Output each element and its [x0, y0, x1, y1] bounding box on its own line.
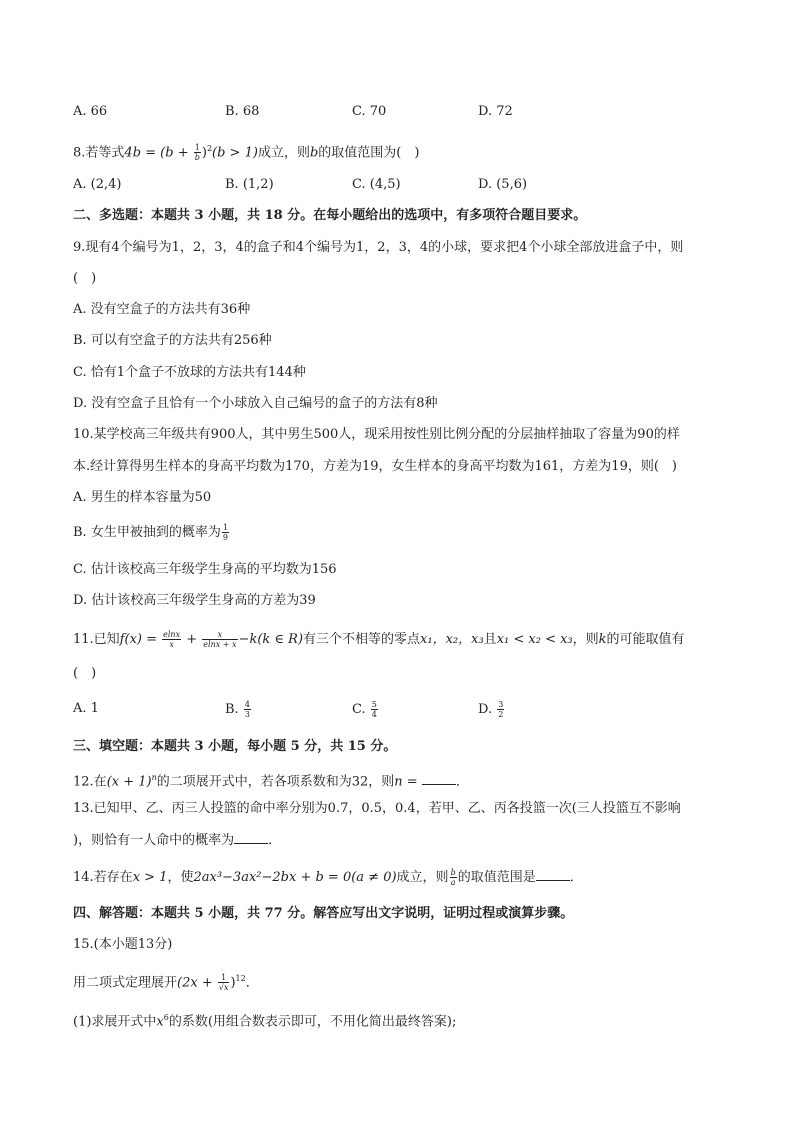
q11-fraction-1: $\frac{elnx}{x}$: [163, 630, 181, 649]
q10-option-b: B. 女生甲被抽到的概率为 $\frac{1}{9}$: [73, 523, 228, 542]
q14-answer-blank: [536, 868, 570, 881]
question-13-line1: 13.已知甲、乙、丙三人投篮的命中率分别为0.7，0.5，0.4，若甲、乙、丙各投篮一次(三人投篮互不影响: [73, 801, 681, 816]
q9-option-b: B. 可以有空盒子的方法共有256种: [73, 333, 272, 348]
q11-option-c: C. $\frac{5}{4}$: [352, 700, 377, 719]
q8-option-c: C. (4,5): [352, 177, 401, 192]
q9-option-c: C. 恰有1个盒子不放球的方法共有144种: [73, 365, 306, 380]
q9-option-d: D. 没有空盒子且恰有一个小球放入自己编号的盒子的方法有8种: [73, 396, 438, 411]
q14-ratio: $\frac{b}{a}$: [450, 868, 456, 887]
q11-option-a: A. 1: [73, 701, 99, 716]
question-11-line1: 11.已知f(x) = $\frac{elnx}{x}$ + $\frac{x}{elnx + x}$ −k(k ∈ R)有三个不相等的零点x₁，x₂，x₃且x₁ < x₂ < x₃，则k的可能取值有: [73, 630, 685, 649]
question-10-line2: 本.经计算得男生样本的身高平均数为170，方差为19，女生样本的身高平均数为161，方差为19，则( ): [73, 459, 677, 474]
q8-option-a: A. (2,4): [73, 177, 122, 192]
question-8: 8.若等式4b = (b + $\frac{1}{b}$ )$^2$(b > 1)成立，则b的取值范围为( ): [73, 143, 420, 163]
q11-fraction-2: $\frac{x}{elnx + x}$: [203, 630, 237, 649]
question-15-stem: 用二项式定理展开(2x + $\frac{1}{√x}$ )$^{12}$．: [73, 973, 259, 993]
q11-option-b: B. $\frac{4}{3}$: [225, 700, 250, 719]
q8-option-d: D. (5,6): [478, 177, 528, 192]
section-4-heading: 四、解答题：本题共 5 小题，共 77 分。解答应写出文字说明，证明过程或演算步骤。: [73, 906, 574, 921]
question-10-line1: 10.某学校高三年级共有900人，其中男生500人，现采用按性别比例分配的分层抽样抽取了容量为90的样: [73, 427, 680, 442]
q12-answer-blank: [422, 772, 456, 785]
question-12: 12.在$(x + 1)^n$的二项展开式中，若各项系数和为32，则n = ．: [73, 773, 469, 790]
section-3-heading: 三、填空题：本题共 3 小题，每小题 5 分，共 15 分。: [73, 739, 397, 754]
q8-fraction: $\frac{1}{b}$: [194, 143, 200, 163]
question-11-line2: ( ): [73, 666, 97, 681]
q10-b-fraction: $\frac{1}{9}$: [222, 523, 228, 542]
q10-option-d: D. 估计该校高三年级学生身高的方差为39: [73, 593, 316, 608]
q15-fraction: $\frac{1}{√x}$: [218, 973, 229, 993]
q10-option-c: C. 估计该校高三年级学生身高的平均数为156: [73, 562, 337, 577]
q8-option-b: B. (1,2): [225, 177, 274, 192]
q9-option-a: A. 没有空盒子的方法共有36种: [73, 302, 251, 317]
q10-option-a: A. 男生的样本容量为50: [73, 490, 212, 505]
q7-option-a: A. 66: [73, 104, 108, 119]
q11-option-d: D. $\frac{3}{2}$: [478, 700, 504, 719]
q13-answer-blank: [234, 831, 268, 844]
question-9-line1: 9.现有4个编号为1，2，3，4的盒子和4个编号为1，2，3，4的小球，要求把4个小球全部放进盒子中，则: [73, 240, 684, 255]
q7-option-d: D. 72: [478, 104, 513, 119]
question-9-line2: ( ): [73, 271, 97, 286]
question-15-part-1: (1)求展开式中$x^6$的系数(用组合数表示即可，不用化简出最终答案);: [73, 1013, 457, 1030]
question-14: 14.若存在x > 1，使2ax³−3ax²−2bx + b = 0(a ≠ 0)成立，则 $\frac{b}{a}$ 的取值范围是 ．: [73, 868, 583, 887]
section-2-heading: 二、多选题：本题共 3 小题，共 18 分。在每小题给出的选项中，有多项符合题目要求。: [73, 208, 587, 223]
q7-option-c: C. 70: [352, 104, 387, 119]
question-15-heading: 15.(本小题13分): [73, 937, 173, 952]
question-13-line2: )，则恰有一人命中的概率为 ．: [73, 833, 282, 848]
q7-option-b: B. 68: [225, 104, 260, 119]
